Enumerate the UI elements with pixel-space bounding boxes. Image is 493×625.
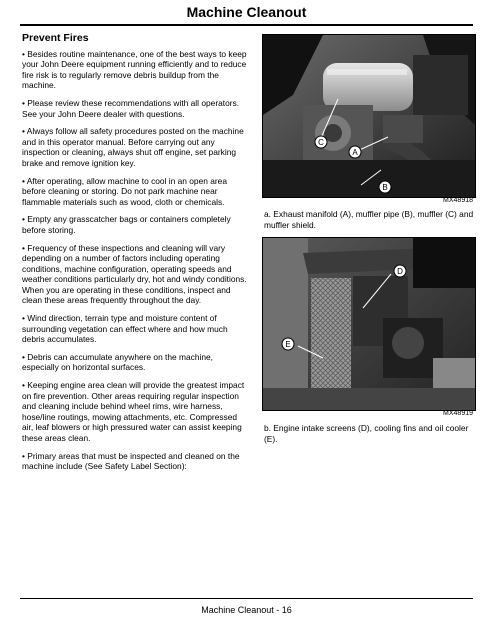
callout-a: A — [352, 148, 358, 157]
figure-id: MX48919 — [443, 410, 473, 417]
figure-caption: b. Engine intake screens (D), cooling fins and oil cooler (E). — [264, 423, 469, 444]
callout-e: E — [285, 340, 291, 349]
page-footer: Machine Cleanout - 16 — [201, 605, 292, 615]
callout-c: C — [318, 138, 324, 147]
bullet-item: • Primary areas that must be inspected and cleaned on the machine include (See Safety Label Section): — [22, 450, 240, 472]
bullet-item: • After operating, allow machine to cool in an open area before cleaning or storing. Do not park machine near flammable materials such as wood, cloth or chemicals. — [22, 175, 227, 207]
bullet-item: • Empty any grasscatcher bags or containers completely before storing. — [22, 214, 231, 235]
page-title: Machine Cleanout — [186, 4, 307, 20]
callout-d: D — [397, 267, 403, 276]
bullet-item: • Keeping engine area clean will provide the greatest impact on fire prevention. Other areas requiring regular inspection and cleaning include behind wheel rims, wire harness, hose/line routings, mowing attachments, etc. Compressed air, leaf blowers or high pressured water can assist keeping these areas clean. — [22, 380, 245, 443]
bullet-item: • Besides routine maintenance, one of the best ways to keep your John Deere equipment running efficiently and to reduce fire risk is to regularly remove debris buildup from the machine. — [22, 48, 247, 91]
engine-intake-photo — [262, 237, 476, 411]
section-heading: Prevent Fires — [22, 32, 89, 44]
left-column — [22, 32, 250, 479]
bullet-item: • Please review these recommendations with all operators. See your John Deere dealer with questions. — [22, 97, 240, 119]
callout-b: B — [382, 183, 388, 192]
bullet-item: • Always follow all safety procedures posted on the machine and in this operator manual. Before carrying out any inspection or cleaning, always shut off engine, set parking brake and remove ignition key. — [22, 126, 244, 168]
engine-exhaust-photo — [262, 34, 476, 198]
figure-id: MX48918 — [443, 197, 473, 204]
bullet-item: • Debris can accumulate anywhere on the machine, especially on horizontal surfaces. — [22, 351, 214, 373]
bullet-item: • Frequency of these inspections and cleaning will vary depending on a number of factors including operating conditions, machine configuration, operating speeds and weather conditions particularly dry, hot and windy conditions. When you are operating in these conditions, inspect and clean these areas frequently throughout the day. — [22, 242, 247, 306]
bullet-item: • Wind direction, terrain type and moisture content of surrounding vegetation can effect where and how much debris accumulates. — [22, 313, 228, 345]
footer-divider — [20, 598, 473, 599]
figure-caption: a. Exhaust manifold (A), muffler pipe (B), muffler (C) and muffler shield. — [264, 209, 474, 230]
title-divider — [20, 24, 473, 26]
